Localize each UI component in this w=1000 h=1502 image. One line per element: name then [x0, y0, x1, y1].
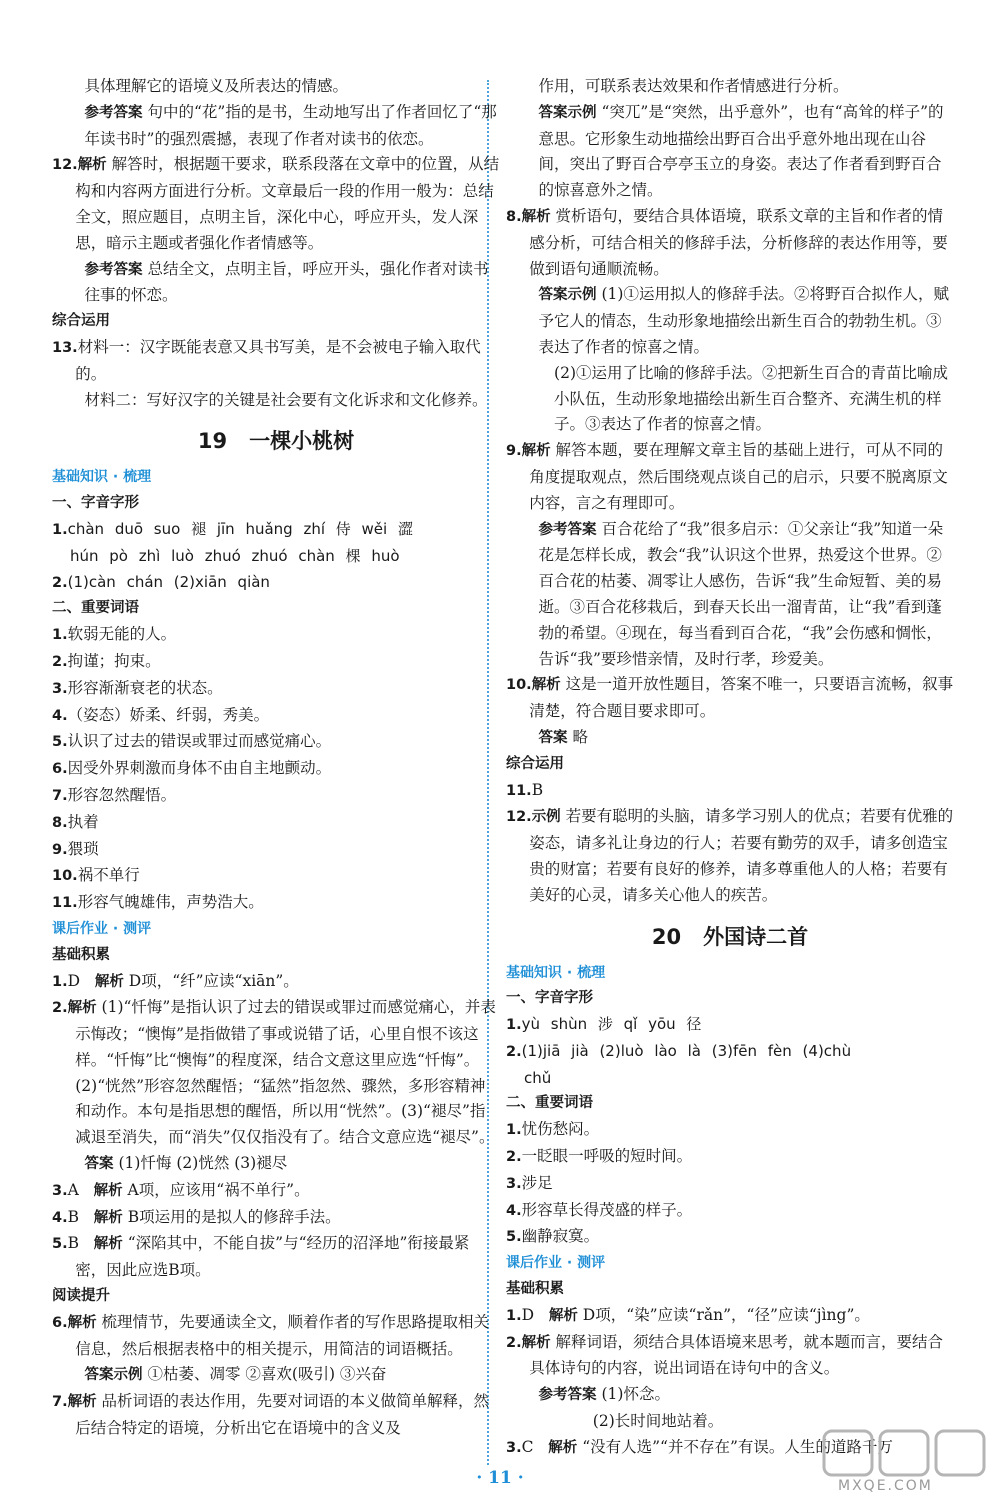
- item-number: 1.: [52, 973, 68, 990]
- analysis-label: 解析: [521, 443, 551, 460]
- word-item: [52, 649, 500, 676]
- item-number: 5.: [52, 734, 68, 751]
- answer-paragraph: [506, 517, 954, 673]
- pinyin-line: chǔ: [524, 1068, 552, 1087]
- answer-paragraph: (2)①运用了比喻的修辞手法。②把新生百合的青苗比喻成小队伍，生动形象地描绘出新生百合整齐、充满生机的样子。③表达了作者的惊喜之情。: [554, 363, 949, 434]
- answer-label: 参考答案: [538, 1387, 597, 1404]
- homework-item: [52, 1310, 500, 1363]
- question-12: [52, 152, 500, 256]
- answer-paragraph: (2)长时间地站着。: [592, 1412, 724, 1431]
- answer-text: 百合花给了“我”很多启示：①父亲让“我”知道一朵花是怎样长成，教会“我”认识这个世界，热爱这个世界。②百合花的枯萎、凋零让人感伤，告诉“我”生命短暂、美的易逝。③百合花移栽后，到春天长出一溜青苗，让“我”看到蓬勃的希望。④现在，每当看到百合花，“我”会伤感和惆怅，告诉“我”要珍惜亲情，及时行孝，珍爱美。: [538, 519, 944, 668]
- subsection-heading: 一、字音字形: [506, 990, 593, 1007]
- answer-paragraph: [52, 100, 500, 153]
- lesson-number: 19: [197, 429, 228, 454]
- item-number: 10.: [52, 868, 78, 885]
- item-number: 7.: [52, 1394, 68, 1411]
- word-item: [52, 676, 500, 703]
- answer-text: “突兀”是“突然，出乎意外”，也有“高耸的样子”的意思。它形象生动地描绘出野百合出乎意外地出现在山谷间，突出了野百合亭亭玉立的身姿。表达了作者看到野百合的惊喜意外之情。: [538, 102, 944, 200]
- question-number: 12.: [52, 157, 78, 174]
- item-text: 涉足: [521, 1173, 553, 1192]
- analysis-label: 解析: [67, 1000, 97, 1017]
- pinyin-text: (1)càn chán (2)xiān qiàn: [67, 572, 270, 591]
- word-item: [52, 703, 500, 730]
- pinyin-text: chàn duō suo 褪 jīn huǎng zhí 侍 wěi 澀: [67, 519, 413, 538]
- item-number: 1.: [506, 1307, 522, 1324]
- left-column: [52, 74, 500, 1442]
- pinyin-line: [506, 1039, 954, 1066]
- item-number: 3.: [506, 1439, 522, 1456]
- item-number: 9.: [52, 841, 68, 858]
- item-number: 4.: [52, 1209, 68, 1226]
- section-band: 基础知识 · 梳理: [52, 469, 152, 486]
- item-text: 祸不单行: [77, 866, 140, 885]
- item-number: 2.: [52, 1000, 68, 1017]
- word-item: [52, 890, 500, 917]
- answer-text: (1)①运用拟人的修辞手法。②将野百合拟作人，赋予它人的情态，生动形象地描绘出新生百合的勃勃生机。③表达了作者的惊喜之情。: [538, 285, 949, 356]
- item-number: 1.: [506, 1122, 522, 1139]
- item-number: 4.: [506, 1202, 522, 1219]
- homework-item: [52, 969, 500, 996]
- analysis-text: D项，“染”应读“rǎn”，“径”应读“jìng”。: [582, 1305, 870, 1324]
- right-column: [506, 74, 954, 1462]
- word-item: [506, 1171, 954, 1198]
- item-text: 猥琐: [67, 839, 99, 858]
- item-text: 软弱无能的人。: [67, 625, 177, 644]
- section-band: 基础知识 · 梳理: [506, 964, 606, 981]
- pinyin-line: [52, 570, 500, 597]
- homework-item: [506, 1303, 954, 1330]
- item-number: 2.: [506, 1149, 522, 1166]
- analysis-label: 解析: [93, 1236, 123, 1253]
- choice-answer: D: [67, 971, 81, 990]
- item-number: 7.: [52, 787, 68, 804]
- question-8: [506, 204, 954, 282]
- answer-text: 略: [572, 727, 588, 746]
- answer-text: 材料一：汉字既能表意又具书写美，是不会被电子输入取代的。: [75, 337, 481, 383]
- analysis-label: 解析: [77, 157, 107, 174]
- homework-item: [52, 1205, 500, 1232]
- item-text: （姿态）娇柔、纤弱，秀美。: [67, 705, 270, 724]
- word-item: [52, 622, 500, 649]
- item-text: 幽静寂寞。: [521, 1227, 600, 1246]
- item-number: 3.: [52, 1182, 68, 1199]
- answer-label: 参考答案: [538, 521, 597, 538]
- choice-answer: B: [531, 780, 544, 799]
- item-number: 4.: [52, 707, 68, 724]
- pinyin-line: [52, 517, 500, 544]
- item-number: 1.: [52, 521, 68, 538]
- analysis-text: “没有人选”“并不存在”有误。人生的道路千万: [582, 1437, 893, 1456]
- homework-item: [52, 1178, 500, 1205]
- word-item: [506, 1117, 954, 1144]
- subsection-heading: 一、字音字形: [52, 495, 139, 512]
- answer-label: 答案示例: [84, 1367, 143, 1384]
- lesson-number: 20: [651, 924, 682, 949]
- word-item: [52, 783, 500, 810]
- answer-text: ①枯萎、凋零 ②喜欢(吸引) ③兴奋: [147, 1365, 387, 1384]
- word-item: [52, 837, 500, 864]
- answer-text: 句中的“花”指的是书，生动地写出了作者回忆了“那年读书时”的强烈震撼，表现了作者对读书的依恋。: [84, 102, 497, 148]
- question-number: 10.: [506, 677, 532, 694]
- section-heading: 综合运用: [506, 755, 564, 772]
- analysis-text: 品析词语的表达作用，先要对词语的本义做简单解释，然后结合特定的语境，分析出它在语境中的含义及: [75, 1392, 490, 1438]
- analysis-label: 解析: [93, 1182, 123, 1199]
- answer-label: 答案: [538, 729, 568, 746]
- analysis-text: 解释词语，须结合具体语境来思考，就本题而言，要结合具体诗句的内容，说出词语在诗句中的含义。: [529, 1332, 944, 1378]
- word-item: [52, 729, 500, 756]
- item-number: 3.: [506, 1175, 522, 1192]
- analysis-text: “深陷其中，不能自拔”与“经历的沼泽地”衔接最紧密，因此应选B项。: [75, 1234, 470, 1280]
- item-number: 5.: [506, 1229, 522, 1246]
- answer-paragraph: 材料二：写好汉字的关键是社会要有文化诉求和文化修养。: [84, 390, 488, 409]
- answer-label: 答案示例: [538, 104, 597, 121]
- answer-paragraph: [52, 1151, 500, 1178]
- choice-answer: B: [67, 1207, 79, 1226]
- subsection-heading: 阅读提升: [52, 1288, 110, 1305]
- analysis-text: D项，“纤”应读“xiān”。: [128, 971, 299, 990]
- pinyin-text: yù shùn 涉 qǐ yōu 径: [521, 1015, 702, 1034]
- example-text: 若要有聪明的头脑，请多学习别人的优点；若要有优雅的姿态，请多礼让身边的行人；若要有勤劳的双手，请多创造宝贵的财富；若要有良好的修养，请多尊重他人的人格；若要有美好的心灵，请多关心他人的疾苦。: [529, 807, 954, 904]
- analysis-label: 解析: [521, 208, 551, 225]
- word-item: [52, 810, 500, 837]
- analysis-label: 解析: [521, 1334, 551, 1351]
- item-number: 2.: [52, 574, 68, 591]
- question-13: [52, 335, 500, 388]
- item-number: 1.: [52, 627, 68, 644]
- item-number: 2.: [52, 653, 68, 670]
- analysis-label: 解析: [93, 1209, 123, 1226]
- analysis-label: 解析: [94, 973, 124, 990]
- question-number: 12.: [506, 809, 532, 826]
- paragraph: 具体理解它的语境义及所表达的情感。: [84, 77, 349, 95]
- answer-label: 答案示例: [538, 287, 597, 304]
- item-text: 忧伤愁闷。: [521, 1120, 600, 1139]
- section-band: 课后作业 · 测评: [506, 1255, 606, 1272]
- analysis-text: (1)“忏悔”是指认识了过去的错误或罪过而感觉痛心，并表示悔改；“懊悔”是指做错了事或说错了话，心里自恨不该这样。“忏悔”比“懊悔”的程度深，结合文意这里应选“忏悔”。(2)“恍然”形容忽然醒悟；“猛然”指忽然、骤然，多形容精神和动作。本句是指思想的醒悟，所以用“恍然”。(3)“褪尽”指减退至消失，而“消失”仅仅指没有了。结合文意应选“褪尽”。: [75, 998, 496, 1147]
- answer-paragraph: [52, 257, 500, 310]
- analysis-label: 解析: [531, 677, 561, 694]
- analysis-text: B项运用的是拟人的修辞手法。: [127, 1207, 341, 1226]
- question-number: 9.: [506, 443, 522, 460]
- item-number: 11.: [52, 895, 78, 912]
- answer-paragraph: [506, 725, 954, 752]
- answer-paragraph: [506, 282, 954, 360]
- analysis-text: 解答时，根据题干要求，联系段落在文章中的位置，从结构和内容两方面进行分析。文章最后一段的作用一般为：总结全文，照应题目，点明主旨，深化中心，呼应开头，发人深思，暗示主题或者强化作者情感等。: [75, 155, 500, 252]
- item-number: 3.: [52, 680, 68, 697]
- page-number: · 11 ·: [476, 1468, 524, 1488]
- section-heading: 综合运用: [52, 313, 110, 330]
- answer-label: 答案: [84, 1156, 114, 1173]
- subsection-heading: 二、重要词语: [52, 600, 139, 617]
- choice-answer: A: [67, 1180, 79, 1199]
- homework-item: [52, 1231, 500, 1284]
- analysis-text: 赏析语句，要结合具体语境，联系文章的主旨和作者的情感分析，可结合相关的修辞手法，分析修辞的表达作用等，要做到语句通顺流畅。: [529, 206, 948, 278]
- answer-paragraph: [506, 100, 954, 204]
- item-text: 认识了过去的错误或罪过而感觉痛心。: [67, 732, 332, 751]
- answer-label: 参考答案: [84, 104, 143, 121]
- analysis-label: 解析: [67, 1314, 97, 1331]
- subsection-heading: 二、重要词语: [506, 1095, 593, 1112]
- item-number: 2.: [506, 1043, 522, 1060]
- item-number: 2.: [506, 1334, 522, 1351]
- item-text: 执着: [67, 812, 99, 831]
- subsection-heading: 基础积累: [506, 1281, 564, 1298]
- choice-answer: D: [521, 1305, 535, 1324]
- item-text: 因受外界刺激而身体不由自主地颤动。: [67, 759, 332, 778]
- word-item: [506, 1224, 954, 1251]
- answer-text: (1)忏悔 (2)恍然 (3)褪尽: [118, 1154, 288, 1173]
- subsection-heading: 基础积累: [52, 946, 110, 963]
- item-text: 拘谨；拘束。: [67, 651, 161, 670]
- section-band: 课后作业 · 测评: [52, 920, 152, 937]
- item-number: 8.: [52, 814, 68, 831]
- watermark-text: MXQE.COM: [838, 1478, 933, 1494]
- answer-text: (1)怀念。: [601, 1385, 670, 1404]
- question-12: [506, 804, 954, 908]
- example-label: 示例: [531, 809, 561, 826]
- item-number: 1.: [506, 1017, 522, 1034]
- word-item: [506, 1198, 954, 1225]
- question-11: [506, 778, 954, 805]
- item-number: 5.: [52, 1236, 68, 1253]
- item-number: 6.: [52, 1314, 68, 1331]
- word-item: [506, 1144, 954, 1171]
- question-number: 13.: [52, 339, 78, 356]
- answer-paragraph: [52, 1362, 500, 1389]
- analysis-text: 解答本题，要在理解文章主旨的基础上进行，可从不同的角度提取观点，然后围绕观点谈自己的启示，只要不脱离原文内容，言之有理即可。: [529, 441, 948, 512]
- analysis-text: 梳理情节，先要通读全文，顺着作者的写作思路提取相关信息，然后根据表格中的相关提示，用简洁的词语概括。: [75, 1312, 490, 1358]
- lesson-title: [506, 917, 954, 957]
- question-10: [506, 672, 954, 725]
- analysis-label: 解析: [548, 1307, 578, 1324]
- lesson-name: 外国诗二首: [703, 924, 809, 949]
- homework-item: [52, 1389, 500, 1442]
- paragraph: 作用，可联系表达效果和作者情感进行分析。: [538, 77, 849, 95]
- item-text: 形容渐渐衰老的状态。: [67, 678, 223, 697]
- analysis-text: A项，应该用“祸不单行”。: [127, 1180, 310, 1199]
- question-number: 8.: [506, 208, 522, 225]
- word-item: [52, 756, 500, 783]
- choice-answer: C: [521, 1437, 534, 1456]
- answer-paragraph: [506, 1382, 954, 1409]
- pinyin-line: [506, 1012, 954, 1039]
- homework-item: [52, 995, 500, 1151]
- analysis-text: 这是一道开放性题目，答案不唯一，只要语言流畅，叙事清楚，符合题目要求即可。: [529, 675, 954, 721]
- pinyin-text: (1)jiā jià (2)luò lào là (3)fēn fèn (4)chù: [521, 1041, 852, 1060]
- analysis-label: 解析: [67, 1394, 97, 1411]
- choice-answer: B: [67, 1234, 79, 1253]
- answer-text: 总结全文，点明主旨，呼应开头，强化作者对读书往事的怀恋。: [84, 259, 489, 305]
- lesson-title: [52, 421, 500, 461]
- answer-label: 参考答案: [84, 261, 143, 278]
- item-text: 形容草长得茂盛的样子。: [521, 1200, 693, 1219]
- item-number: 6.: [52, 761, 68, 778]
- analysis-label: 解析: [548, 1439, 578, 1456]
- homework-item: [506, 1330, 954, 1383]
- word-item: [52, 863, 500, 890]
- item-text: 一眨眼一呼吸的短时间。: [521, 1147, 693, 1166]
- item-text: 形容气魄雄伟，声势浩大。: [77, 893, 264, 912]
- item-text: 形容忽然醒悟。: [67, 785, 177, 804]
- lesson-name: 一棵小桃树: [249, 429, 355, 454]
- pinyin-line: hún pò zhì luò zhuó zhuó chàn 棵 huò: [70, 546, 400, 565]
- question-9: [506, 438, 954, 516]
- question-number: 11.: [506, 782, 532, 799]
